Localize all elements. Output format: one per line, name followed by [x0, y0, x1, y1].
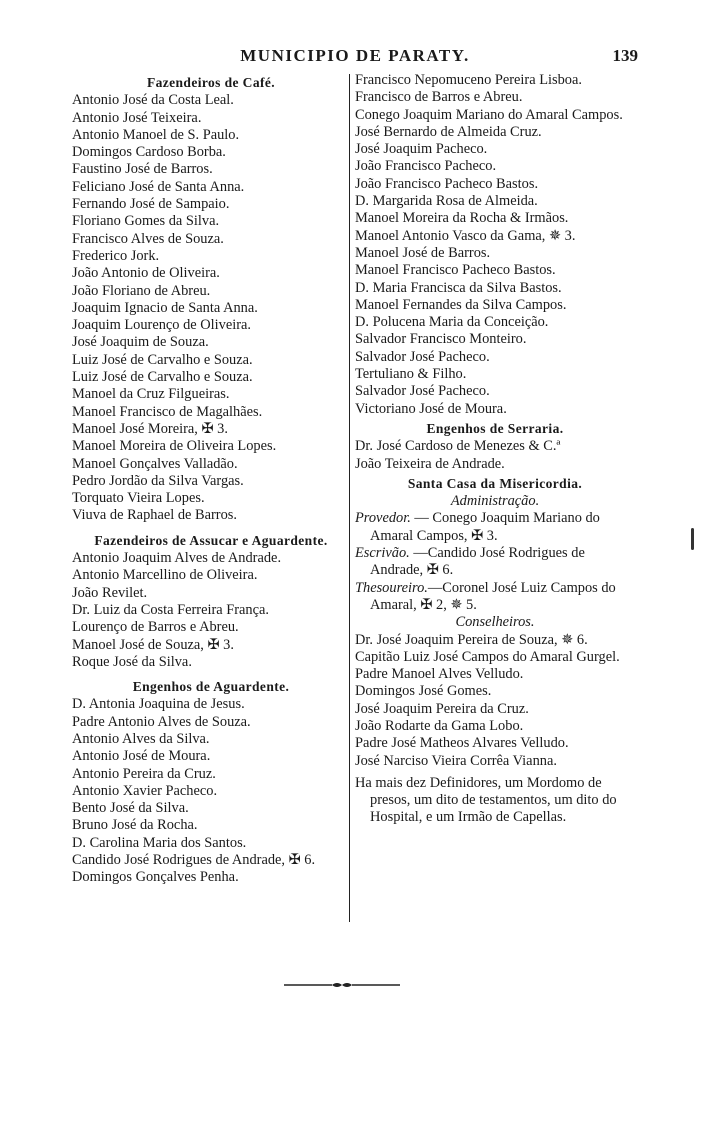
page-title: MUNICIPIO DE PARATY.: [240, 46, 470, 65]
list-item: João Rodarte da Gama Lobo.: [355, 717, 524, 734]
list-item: Manoel Gonçalves Valladão.: [72, 455, 238, 472]
list-item: Padre José Matheos Alvares Velludo.: [355, 735, 569, 752]
list-item: Luiz José de Carvalho e Souza.: [72, 351, 253, 368]
list-item: João Antonio de Oliveira.: [72, 265, 220, 282]
list-item: Manoel José de Souza, ✠ 3.: [72, 636, 234, 653]
list-item: D. Carolina Maria dos Santos.: [72, 834, 247, 851]
list-item: Lourenço de Barros e Abreu.: [72, 619, 239, 636]
list-item: Salvador José Pacheco.: [355, 348, 490, 365]
list-item: Salvador Francisco Monteiro.: [355, 331, 527, 348]
definidores-note: Ha mais dez Definidores, um Mordomo de presos, um dito de testamentos, um dito do Hospital, e um Irmão de Capellas.: [355, 774, 617, 826]
list-item: Manoel Moreira da Rocha & Irmãos.: [355, 210, 569, 227]
section-heading-assucar: Fazendeiros de Assucar e Aguardente.: [94, 532, 328, 548]
list-item: Padre Antonio Alves de Souza.: [72, 713, 251, 730]
list-item: D. Antonia Joaquina de Jesus.: [72, 696, 245, 713]
admin-text: —Coronel José Luiz Campos do Amaral, ✠ 2, ✵ 5.: [370, 579, 616, 613]
list-item: Domingos Cardoso Borba.: [72, 144, 226, 161]
list-item: Manoel da Cruz Filgueiras.: [72, 386, 230, 403]
section-heading-serraria: Engenhos de Serraria.: [426, 420, 564, 436]
list-item: Bento José da Silva.: [72, 800, 189, 817]
list-item: Antonio Marcellino de Oliveira.: [72, 567, 258, 584]
list-item: Antonio Alves da Silva.: [72, 730, 210, 747]
list-continued: [355, 72, 635, 418]
admin-text: — Conego Joaquim Mariano do Amaral Campos, ✠ 3.: [370, 510, 600, 544]
list-item: Joaquim Ignacio de Santa Anna.: [72, 299, 258, 316]
list-conselheiros: [355, 632, 635, 770]
list-item: Feliciano José de Santa Anna.: [72, 178, 245, 195]
list-item: João Francisco Pacheco Bastos.: [355, 175, 539, 192]
list-item: Dr. José Cardoso de Menezes & C.ª: [355, 438, 561, 455]
page-number: 139: [612, 46, 638, 65]
list-item: Domingos José Gomes.: [355, 683, 492, 700]
left-column: [72, 72, 350, 887]
list-item: João Revilet.: [72, 584, 148, 601]
list-item: Dr. Luiz da Costa Ferreira França.: [72, 601, 269, 618]
list-item: Antonio Manoel de S. Paulo.: [72, 126, 240, 143]
subheading-administracao: Administração.: [450, 493, 540, 510]
list-item: José Narciso Vieira Corrêa Vianna.: [355, 752, 557, 769]
column-divider: [349, 74, 350, 922]
admin-text: —Candido José Rodrigues de Andrade, ✠ 6.: [370, 545, 585, 579]
list-cafe: [72, 92, 350, 524]
admin-entry: [355, 545, 635, 580]
section-heading-misericordia: Santa Casa da Misericordia.: [407, 475, 583, 491]
list-item: D. Maria Francisca da Silva Bastos.: [355, 279, 562, 296]
list-item: Antonio Pereira da Cruz.: [72, 765, 216, 782]
admin-role: Thesoureiro.: [355, 579, 428, 596]
list-item: Antonio José de Moura.: [72, 748, 211, 765]
list-item: D. Margarida Rosa de Almeida.: [355, 193, 538, 210]
subheading-conselheiros: Conselheiros.: [455, 614, 535, 631]
list-item: Francisco Nepomuceno Pereira Lisboa.: [355, 72, 582, 88]
list-item: Pedro Jordão da Silva Vargas.: [72, 472, 244, 489]
list-item: Luiz José de Carvalho e Souza.: [72, 369, 253, 386]
list-item: Joaquim Lourenço de Oliveira.: [72, 317, 252, 334]
list-item: Fernando José de Sampaio.: [72, 196, 230, 213]
admin-role: Provedor.: [355, 510, 411, 527]
list-item: Antonio José Teixeira.: [72, 109, 202, 126]
list-item: João Teixeira de Andrade.: [355, 455, 505, 472]
list-item: Antonio Joaquim Alves de Andrade.: [72, 550, 282, 567]
footer-ornament: [284, 981, 400, 989]
list-item: Viuva de Raphael de Barros.: [72, 507, 237, 524]
admin-entry: [355, 580, 635, 615]
list-item: Padre Manoel Alves Velludo.: [355, 666, 524, 683]
list-item: Domingos Gonçalves Penha.: [72, 869, 239, 886]
list-administracao: [355, 510, 635, 614]
right-column: [355, 72, 635, 827]
list-item: Francisco de Barros e Abreu.: [355, 89, 523, 106]
list-assucar: [72, 550, 350, 671]
list-item: Manoel Francisco de Magalhães.: [72, 403, 263, 420]
section-heading-engenhos-aguardente: Engenhos de Aguardente.: [132, 679, 290, 695]
list-item: Conego Joaquim Mariano do Amaral Campos.: [355, 106, 623, 123]
list-item: Dr. José Joaquim Pereira de Souza, ✵ 6.: [355, 631, 588, 648]
list-engenhos-aguardente: [72, 696, 350, 886]
list-item: D. Polucena Maria da Conceição.: [355, 314, 549, 331]
list-serraria: [355, 438, 635, 473]
list-item: João Floriano de Abreu.: [72, 282, 211, 299]
list-item: Francisco Alves de Souza.: [72, 230, 224, 247]
list-item: José Joaquim Pereira da Cruz.: [355, 700, 529, 717]
list-item: Manoel Moreira de Oliveira Lopes.: [72, 438, 277, 455]
section-heading-cafe: Fazendeiros de Café.: [146, 75, 276, 90]
list-item: Bruno José da Rocha.: [72, 817, 198, 834]
admin-entry: [355, 510, 635, 545]
list-item: Candido José Rodrigues de Andrade, ✠ 6.: [72, 852, 316, 869]
list-item: Antonio Xavier Pacheco.: [72, 782, 218, 799]
list-item: Roque José da Silva.: [72, 653, 192, 670]
list-item: Victoriano José de Moura.: [355, 400, 507, 417]
list-item: João Francisco Pacheco.: [355, 158, 497, 175]
list-item: Manoel Antonio Vasco da Gama, ✵ 3.: [355, 227, 576, 244]
list-item: Capitão Luiz José Campos do Amaral Gurgel.: [355, 648, 620, 665]
list-item: José Bernardo de Almeida Cruz.: [355, 123, 542, 140]
list-item: José Joaquim de Souza.: [72, 334, 209, 351]
list-item: Antonio José da Costa Leal.: [72, 92, 234, 109]
list-item: Manoel Francisco Pacheco Bastos.: [355, 262, 556, 279]
list-item: Frederico Jork.: [72, 247, 160, 264]
page-header: [72, 46, 638, 70]
list-item: Tertuliano & Filho.: [355, 366, 467, 383]
list-item: Faustino José de Barros.: [72, 161, 213, 178]
list-item: Manoel José de Barros.: [355, 244, 491, 261]
list-item: Torquato Vieira Lopes.: [72, 490, 205, 507]
list-item: Salvador José Pacheco.: [355, 383, 490, 400]
margin-mark: [691, 528, 694, 550]
list-item: Manoel José Moreira, ✠ 3.: [72, 420, 228, 437]
list-item: Floriano Gomes da Silva.: [72, 213, 220, 230]
list-item: Manoel Fernandes da Silva Campos.: [355, 296, 567, 313]
admin-role: Escrivão.: [355, 545, 410, 562]
list-item: José Joaquim Pacheco.: [355, 141, 488, 158]
